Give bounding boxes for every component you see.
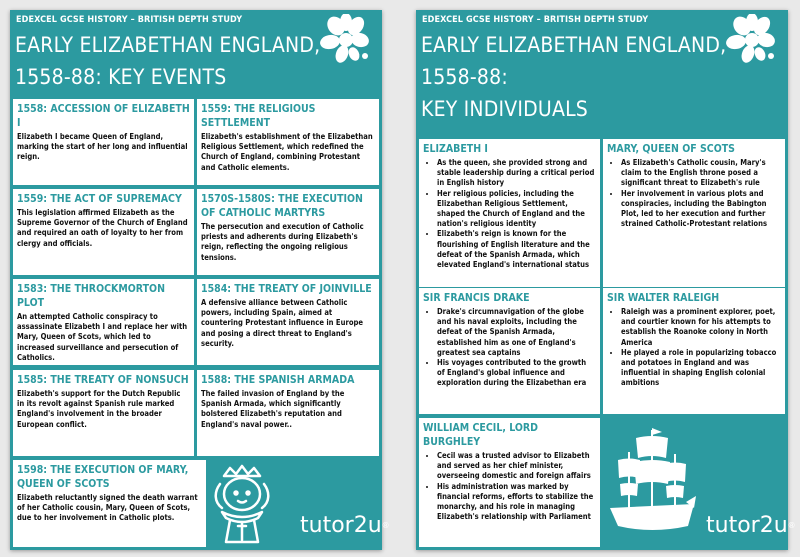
individual-point: • Raleigh was a prominent explorer, poet, and courtier known for his attempts to establish the Roanoke colony in North America [621, 307, 780, 348]
event-heading: 1558: ACCESSION OF ELIZABETH I [17, 103, 190, 129]
individual-heading: MARY, QUEEN OF SCOTS [607, 143, 735, 155]
flower-icon [320, 14, 372, 66]
individual-point: • He played a role in popularizing tobacco and potatoes in England and was influential in shaping English colonial ambitions [621, 348, 780, 389]
individual-box [419, 418, 600, 547]
individual-box [419, 288, 600, 414]
event-text: Elizabeth reluctantly signed the death warrant of her Catholic cousin, Mary, Queen of Scots, due to her involvement in Catholic plots. [17, 493, 198, 523]
event-heading: 1588: THE SPANISH ARMADA [201, 374, 355, 386]
event-text: An attempted Catholic conspiracy to assassinate Elizabeth I and replace her with Mary, Queen of Scots, which led to increased surveillance and persecution of Catholics. [17, 312, 188, 362]
event-text: The persecution and execution of Catholic priests and adherents during Elizabeth's reign, reflecting the ongoing religious tensions. [201, 222, 364, 262]
key-individuals-page [416, 10, 796, 550]
event-text: A defensive alliance between Catholic powers, including Spain, aimed at countering Protestant influence in Europe and posing a direct threat to England's security. [201, 298, 364, 348]
event-text: Elizabeth's support for the Dutch Republic in its revolt against Spanish rule marked England's involvement in the broader European conflict. [17, 389, 181, 429]
key-events-page [10, 10, 390, 550]
event-box [13, 99, 194, 185]
event-heading: 1584: THE TREATY OF JOINVILLE [201, 283, 372, 295]
individual-point: • As Elizabeth's Catholic cousin, Mary's claim to the English throne posed a significant threat to Elizabeth's rule [621, 158, 780, 189]
individual-point: • Her involvement in various plots and conspiracies, including the Babington Plot, led to her execution and further strained Catholic-Protestant relations [621, 189, 780, 230]
individual-heading: WILLIAM CECIL, LORD BURGHLEY [423, 422, 539, 448]
event-heading: 1585: THE TREATY OF NONSUCH [17, 374, 189, 386]
tutor2u-logo: tutor2u® [706, 513, 796, 538]
event-box [197, 370, 379, 456]
individual-heading: ELIZABETH I [423, 143, 488, 155]
individual-points [603, 158, 785, 229]
event-box [13, 189, 194, 275]
page-title-line2: 1558-88: [421, 65, 508, 89]
event-box [197, 279, 379, 365]
event-text: Elizabeth's establishment of the Elizabethan Religious Settlement, which redefined the Church of England, combining Protestant and Catholic elements. [201, 132, 373, 172]
page-kicker: EDEXCEL GCSE HISTORY – BRITISH DEPTH STUDY [16, 15, 243, 25]
individual-point: • His voyages contributed to the growth of England's global influence and exploration during the Elizabethan era [437, 358, 595, 389]
page-kicker: EDEXCEL GCSE HISTORY – BRITISH DEPTH STUDY [422, 15, 649, 25]
individual-points [419, 451, 600, 522]
event-text: Elizabeth I became Queen of England, marking the start of her long and influential reign. [17, 132, 188, 162]
event-heading: 1583: THE THROCKMORTON PLOT [17, 283, 165, 309]
flower-icon [726, 14, 778, 66]
event-heading: 1559: THE RELIGIOUS SETTLEMENT [201, 103, 316, 129]
event-heading: 1570S-1580S: THE EXECUTION OF CATHOLIC MARTYRS [201, 193, 363, 219]
individual-box [603, 288, 785, 414]
individual-box [419, 139, 600, 287]
individual-points [419, 307, 600, 389]
event-box [13, 370, 194, 456]
page-title-line1: EARLY ELIZABETHAN ENGLAND, [421, 33, 727, 57]
individual-heading: SIR WALTER RALEIGH [607, 292, 720, 304]
individual-point: • Drake's circumnavigation of the globe and his naval exploits, including the defeat of the Spanish Armada, established him as one of England's greatest sea captains [437, 307, 595, 358]
event-box [13, 460, 206, 547]
event-box [13, 279, 194, 365]
individual-point: • Cecil was a trusted advisor to Elizabeth and served as her chief minister, overseeing domestic and foreign affairs [437, 451, 595, 482]
page-title-line2: 1558-88: KEY EVENTS [15, 65, 227, 89]
individual-point: • Her religious policies, including the Elizabethan Religious Settlement, shaped the Church of England and the nation's religious identity [437, 189, 595, 230]
individual-box [603, 139, 785, 287]
individual-point: • Elizabeth's reign is known for the flourishing of English literature and the defeat of the Spanish Armada, which elevated England's international status [437, 229, 595, 270]
individual-heading: SIR FRANCIS DRAKE [423, 292, 530, 304]
event-box [197, 99, 379, 185]
event-heading: 1559: THE ACT OF SUPREMACY [17, 193, 182, 205]
event-heading: 1598: THE EXECUTION OF MARY, QUEEN OF SCOTS [17, 464, 189, 490]
page-title-line1: EARLY ELIZABETHAN ENGLAND, [15, 33, 321, 57]
event-text: The failed invasion of England by the Spanish Armada, which significantly bolstered Elizabeth's reputation and England's naval power.. [201, 389, 345, 429]
individual-point: • As the queen, she provided strong and stable leadership during a critical period in English history [437, 158, 595, 189]
galleon-illustration [606, 424, 698, 544]
page-title-line3: KEY INDIVIDUALS [421, 97, 588, 121]
individual-points [419, 158, 600, 270]
tutor2u-logo: tutor2u® [300, 513, 390, 538]
queen-illustration [210, 462, 274, 546]
individual-points [603, 307, 785, 389]
event-text: This legislation affirmed Elizabeth as the Supreme Governor of the Church of England and required an oath of loyalty to her from clergy and officials. [17, 208, 188, 248]
event-box [197, 189, 379, 275]
individual-point: • His administration was marked by financial reforms, efforts to stabilize the monarchy, and his role in managing Elizabeth's relationship with Parliament [437, 482, 595, 523]
